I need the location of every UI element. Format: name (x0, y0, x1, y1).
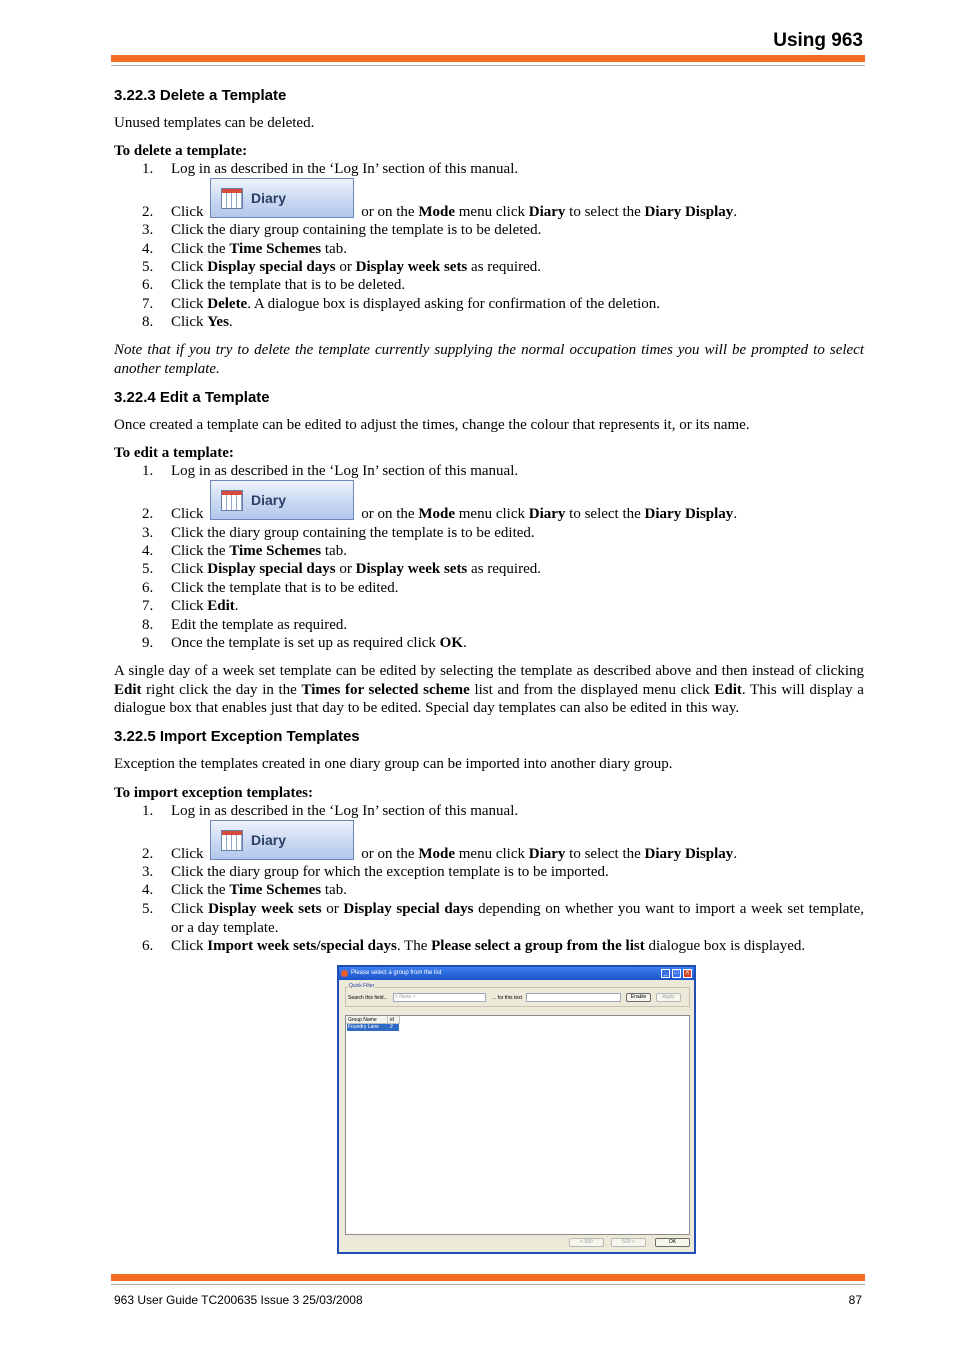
diary-button[interactable]: Diary (210, 480, 354, 520)
page-number: 87 (848, 1293, 862, 1307)
group-list-grid[interactable] (345, 1015, 690, 1235)
minimize-icon[interactable]: _ (661, 969, 670, 978)
row-group-name: Foundry Lane (348, 1024, 379, 1030)
search-field-select[interactable] (393, 993, 486, 1002)
dialog-title-bar (339, 967, 694, 980)
next-page-button[interactable]: 500 > (611, 1238, 646, 1247)
select-group-dialog (337, 965, 696, 1254)
search-field-label: Search this field... (348, 995, 388, 1001)
section-heading-edit: 3.22.4 Edit a Template (114, 389, 270, 406)
footer-text: 963 User Guide TC200635 Issue 3 25/03/2008 (114, 1293, 363, 1307)
previous-page-button[interactable]: < 500 (569, 1238, 604, 1247)
edit-single-day-paragraph: A single day of a week set template can be edited by selecting the template as described above and then instead of clicking Edit right click the day in the Times for selected scheme list and from the displayed menu click Edit. This will display a dialogue box that enables just that day to be edited. Special day templates can also be edited in this way. (114, 663, 864, 716)
table-row[interactable] (347, 1024, 399, 1031)
diary-button[interactable]: Diary (210, 178, 354, 218)
close-icon[interactable]: X (683, 969, 692, 978)
for-text-label: ... for this text (492, 995, 523, 1001)
diary-button[interactable]: Diary (210, 820, 354, 860)
enable-button[interactable]: Enable (626, 993, 651, 1002)
page-header-title: Using 963 (773, 30, 863, 51)
edit-intro: Once created a template can be edited to adjust the times, change the colour that represents it, or its name. (114, 417, 750, 433)
delete-intro: Unused templates can be deleted. (114, 115, 315, 131)
import-procedure-title: To import exception templates: (114, 785, 313, 801)
delete-note: Note that if you try to delete the template currently supplying the normal occupation times you will be prompted to select another template. (114, 342, 864, 377)
footer-thin-rule (111, 1284, 865, 1285)
ok-button[interactable]: OK (655, 1238, 690, 1247)
column-header-group-name[interactable]: Group Name (346, 1016, 388, 1024)
section-heading-delete: 3.22.3 Delete a Template (114, 87, 287, 104)
maximize-icon[interactable]: □ (672, 969, 681, 978)
header-rule (111, 55, 865, 62)
dialog-title: Please select a group from the list (351, 970, 442, 976)
column-header-id[interactable]: id (388, 1016, 400, 1024)
row-id: 2 (390, 1024, 393, 1030)
quick-filter-label: Quick Filter (349, 983, 375, 989)
app-icon (341, 970, 348, 977)
search-field-value: < None > (395, 994, 416, 1000)
filter-text-input[interactable] (526, 993, 621, 1002)
header-thin-rule (111, 65, 865, 66)
apply-button[interactable]: Apply (656, 993, 681, 1002)
edit-procedure-title: To edit a template: (114, 445, 234, 461)
import-intro: Exception the templates created in one diary group can be imported into another diary group. (114, 756, 673, 772)
section-heading-import: 3.22.5 Import Exception Templates (114, 728, 360, 745)
delete-procedure-title: To delete a template: (114, 143, 248, 159)
footer-rule (111, 1274, 865, 1281)
